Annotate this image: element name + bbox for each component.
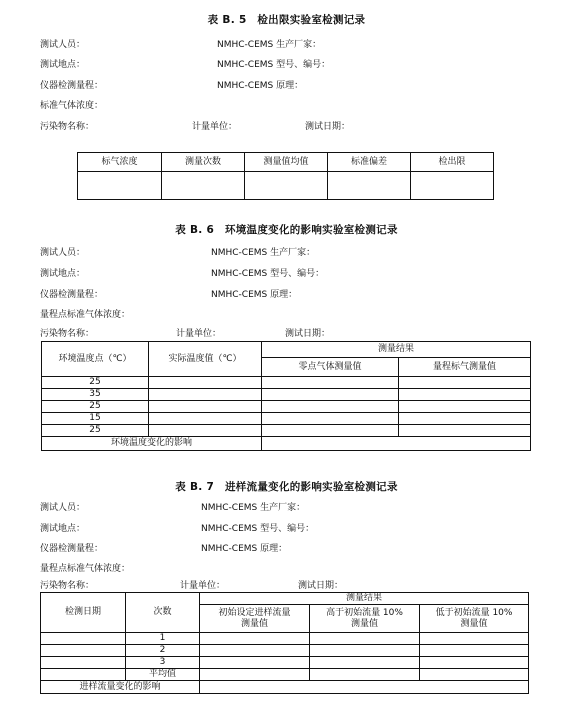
b7-count-cell: 2	[126, 645, 200, 657]
b6-model-label: NMHC-CEMS 型号、编号：	[211, 269, 325, 279]
b6-range-label: 仪器检测量程：	[40, 290, 104, 300]
b5-header-mean: 测量值均值	[245, 153, 328, 172]
b6-header-actual-temp: 实际温度值（℃）	[149, 342, 262, 377]
b7-table	[40, 592, 529, 694]
b6-header-span: 量程标气测量值	[399, 358, 531, 377]
b5-std-conc-label: 标准气体浓度：	[40, 101, 104, 111]
b5-cell	[411, 172, 494, 200]
b7-header-high: 高于初始流量 10% 测量值	[310, 605, 420, 633]
b6-location-label: 测试地点：	[40, 269, 86, 279]
b6-header-env-temp: 环境温度点（℃）	[42, 342, 149, 377]
b5-cell	[78, 172, 162, 200]
b7-footer-label: 进样流量变化的影响	[41, 681, 200, 694]
b6-tester-label: 测试人员：	[40, 248, 86, 258]
b7-avg-label: 平均值	[126, 669, 200, 681]
b6-temp-cell: 25	[42, 401, 149, 413]
b7-manufacturer-label: NMHC-CEMS 生产厂家：	[201, 503, 306, 513]
b7-std-conc-label: 量程点标准气体浓度：	[40, 564, 131, 574]
b5-header-std-conc: 标气浓度	[78, 153, 162, 172]
b5-location-label: 测试地点：	[40, 60, 86, 70]
b5-title: 表 B. 5 检出限实验室检测记录	[207, 14, 366, 26]
b6-footer-value	[262, 437, 531, 451]
b5-model-label: NMHC-CEMS 型号、编号：	[217, 60, 331, 70]
b5-header-count: 测量次数	[162, 153, 245, 172]
b6-principle-label: NMHC-CEMS 原理：	[211, 290, 298, 300]
b6-unit-label: 计量单位：	[176, 329, 222, 339]
b6-std-conc-label: 量程点标准气体浓度：	[40, 310, 131, 320]
b6-temp-cell: 25	[42, 425, 149, 437]
b5-date-label: 测试日期：	[305, 122, 351, 132]
b5-principle-label: NMHC-CEMS 原理：	[217, 81, 304, 91]
b7-footer-value	[200, 681, 529, 694]
b5-header-limit: 检出限	[411, 153, 494, 172]
b7-header-low: 低于初始流量 10% 测量值	[420, 605, 529, 633]
b5-tester-label: 测试人员：	[40, 40, 86, 50]
b7-count-cell: 3	[126, 657, 200, 669]
b6-table	[41, 341, 531, 451]
b6-manufacturer-label: NMHC-CEMS 生产厂家：	[211, 248, 316, 258]
b5-cell	[328, 172, 411, 200]
b7-title: 表 B. 7 进样流量变化的影响实验室检测记录	[175, 481, 398, 493]
b5-manufacturer-label: NMHC-CEMS 生产厂家：	[217, 40, 322, 50]
b7-model-label: NMHC-CEMS 型号、编号：	[201, 524, 315, 534]
b5-table	[77, 152, 494, 200]
b7-header-initial: 初始设定进样流量 测量值	[200, 605, 310, 633]
b6-temp-cell: 35	[42, 389, 149, 401]
b6-header-zero: 零点气体测量值	[262, 358, 399, 377]
b6-title: 表 B. 6 环境温度变化的影响实验室检测记录	[175, 224, 398, 236]
b6-temp-cell: 15	[42, 413, 149, 425]
b7-header-result: 测量结果	[200, 593, 529, 605]
b7-unit-label: 计量单位：	[180, 581, 226, 591]
b5-cell	[162, 172, 245, 200]
b7-count-cell: 1	[126, 633, 200, 645]
b7-header-count: 次数	[126, 593, 200, 633]
b6-header-result: 测量结果	[262, 342, 531, 358]
b7-tester-label: 测试人员：	[40, 503, 86, 513]
b6-pollutant-label: 污染物名称：	[40, 329, 95, 339]
b7-header-date: 检测日期	[41, 593, 126, 633]
b6-temp-cell: 25	[42, 377, 149, 389]
b5-pollutant-label: 污染物名称：	[40, 122, 95, 132]
b7-date-label: 测试日期：	[298, 581, 344, 591]
b5-header-stdev: 标准偏差	[328, 153, 411, 172]
b7-pollutant-label: 污染物名称：	[40, 581, 95, 591]
b5-unit-label: 计量单位：	[192, 122, 238, 132]
b6-date-label: 测试日期：	[285, 329, 331, 339]
b7-location-label: 测试地点：	[40, 524, 86, 534]
b7-range-label: 仪器检测量程：	[40, 544, 104, 554]
b7-principle-label: NMHC-CEMS 原理：	[201, 544, 288, 554]
b5-cell	[245, 172, 328, 200]
b6-footer-label: 环境温度变化的影响	[42, 437, 262, 451]
b5-range-label: 仪器检测量程：	[40, 81, 104, 91]
